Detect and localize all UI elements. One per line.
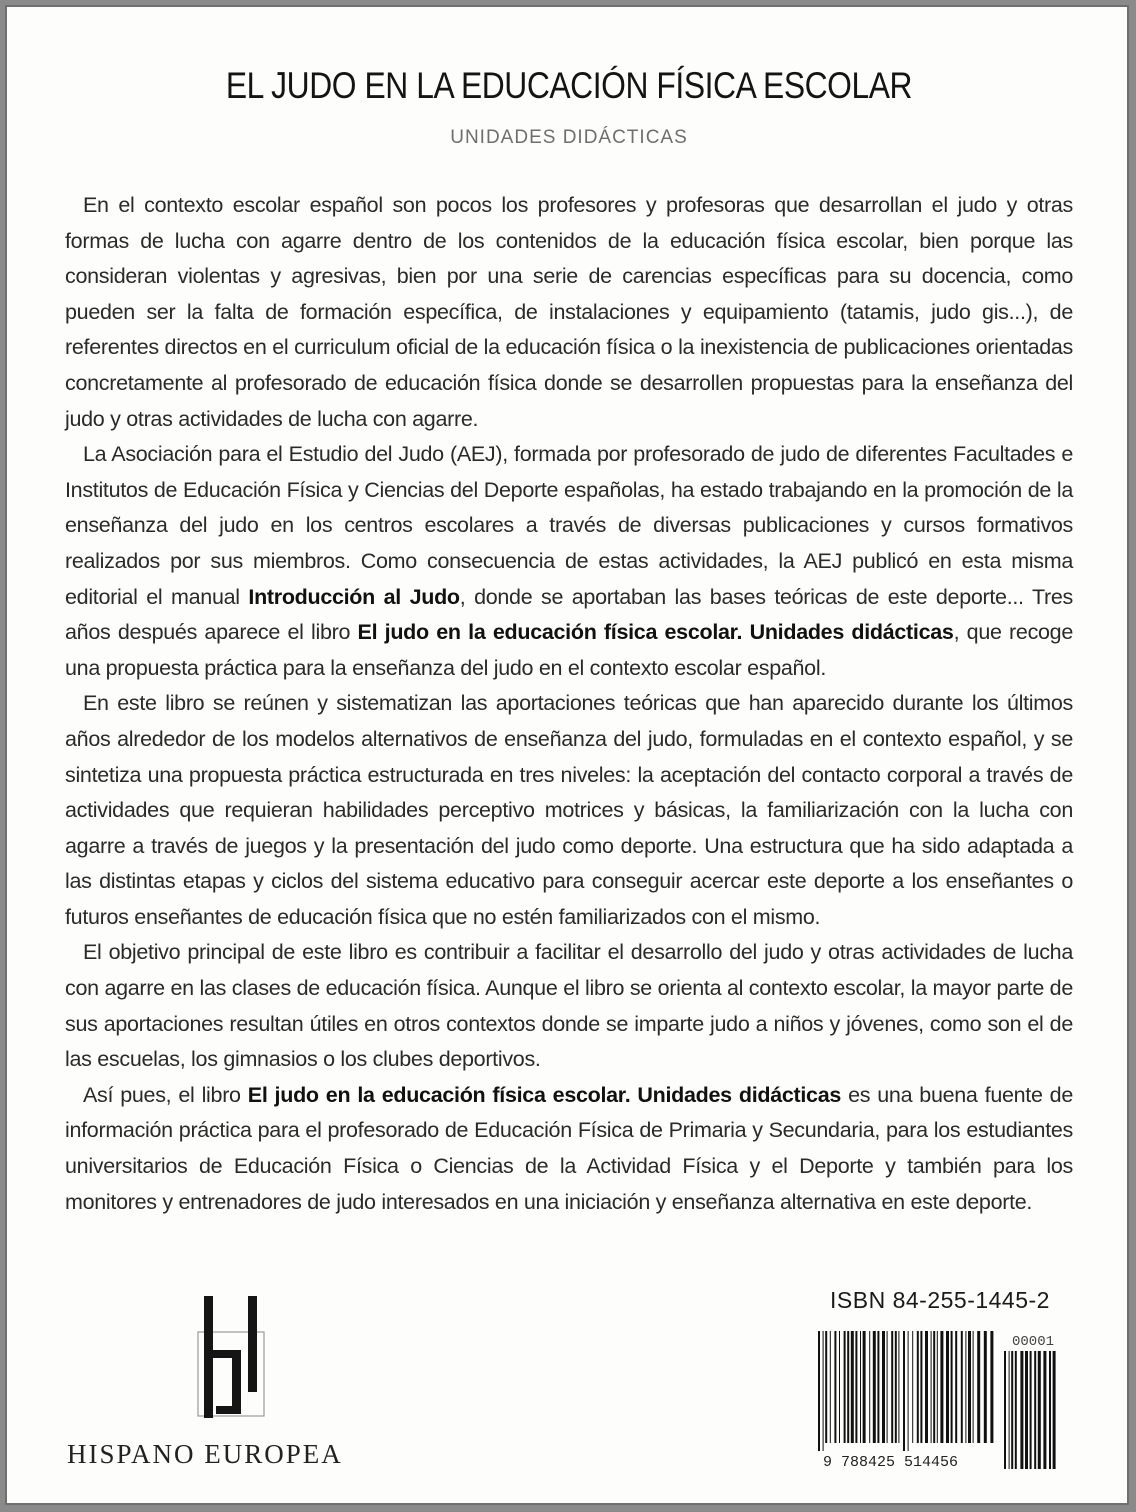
publisher-logo-icon xyxy=(192,1292,270,1422)
barcode-bar xyxy=(823,1331,824,1451)
barcode-bar xyxy=(912,1331,913,1443)
paragraph-2 xyxy=(65,437,1073,686)
book-reference-title-2: El judo en la educación física escolar. Unidades didácticas xyxy=(247,1082,842,1107)
barcode-bar xyxy=(834,1331,836,1443)
barcode-bar xyxy=(1009,1351,1010,1469)
paragraph-5-text-c: es una buena fuente de información práctica para el profesorado de Educación Física de Primaria y Secundaria, para los estudiantes universitarios de Educación Física o Ciencias de la Actividad Física y el Deporte y también para los monitores y entrenadores de judo interesados en una iniciación y enseñanza alternativa en este deporte. xyxy=(65,1082,1073,1214)
barcode-bar xyxy=(830,1331,831,1443)
paragraph-2-text-e: , que recoge una propuesta práctica para la enseñanza del judo en el contexto escolar español. xyxy=(65,620,1073,680)
barcode-bar xyxy=(847,1331,849,1443)
barcode-bar xyxy=(977,1331,980,1443)
barcode-bar xyxy=(818,1331,820,1451)
book-reference-title: El judo en la educación física escolar. Unidades didácticas xyxy=(357,620,954,645)
barcode-bar xyxy=(965,1331,966,1443)
barcode-bar xyxy=(1034,1351,1036,1469)
barcode-bar xyxy=(973,1331,974,1443)
barcode-bar xyxy=(1020,1351,1023,1469)
barcode-bar xyxy=(961,1331,963,1443)
barcode-bar xyxy=(1015,1351,1017,1469)
paragraph-1: En el contexto escolar español son pocos los profesores y profesoras que desarrollan el judo y otras formas de lucha con agarre dentro de los contenidos de la educación física escolar, bien porque las consideran violentas y agresivas, bien por una serie de carencias específicas para su docencia, como pueden ser la falta de formación específica, de instalaciones y equipamiento (tatamis, judo gis...), de referentes directos en el curriculum oficial de la educación física o la inexistencia de publicaciones orientadas concretamente al profesorado de educación física donde se desarrollen propuestas para la enseñanza del judo y otras actividades de lucha con agarre. xyxy=(65,193,1073,431)
paragraph-3: En este libro se reúnen y sistematizan las aportaciones teóricas que han aparecido durante los últimos años alrededor de los modelos alternativos de enseñanza del judo, formuladas en el contexto español, y se sintetiza una propuesta práctica estructurada en tres niveles: la aceptación del contacto corporal a través de actividades que requieran habilidades perceptivo motrices y básicas, la familiarización con la lucha con agarre a través de juegos y la presentación del judo como deporte. Una estructura que ha sido adaptada a las distintas etapas y ciclos del sistema educativo para conseguir acercar este deporte a los enseñantes o futuros enseñantes de educación física que no estén familiarizados con el mismo. xyxy=(65,691,1073,929)
barcode-bar xyxy=(1025,1351,1028,1469)
paragraph-5-text-a: Así pues, el libro xyxy=(83,1082,248,1107)
barcode-bar xyxy=(887,1331,888,1443)
barcode-bar xyxy=(940,1331,943,1443)
barcode-bar xyxy=(873,1331,876,1443)
book-reference-intro: Introducción al Judo xyxy=(248,584,460,609)
barcode-bar xyxy=(895,1331,897,1443)
isbn-number: ISBN 84-255-1445-2 xyxy=(830,1287,1050,1313)
barcode-bar xyxy=(869,1331,870,1443)
barcode-bar xyxy=(1038,1351,1041,1469)
barcode-bar xyxy=(891,1331,893,1443)
barcode-bar xyxy=(898,1331,899,1443)
barcode-bar xyxy=(1049,1351,1051,1469)
barcode-bar xyxy=(925,1331,928,1443)
barcode-bar xyxy=(933,1331,935,1443)
paragraph-4: El objetivo principal de este libro es contribuir a facilitar el desarrollo del judo y otras actividades de lucha con agarre en las clases de educación física. Aunque el libro se orienta al contexto escolar, la mayor parte de sus aportaciones resultan útiles en otros contextos donde se imparte judo a niños y jóvenes, como son el de las escuelas, los gimnasios o los clubes deportivos. xyxy=(65,940,1073,1072)
barcode-bar xyxy=(990,1331,993,1443)
paragraph-2-text-a: La Asociación para el Estudio del Judo (AEJ), formada por profesorado de judo de diferentes Facultades e Institutos de Educación Física y Ciencias del Deporte españolas, ha estado trabajando en la promoción de la enseñanza del judo en los centros escolares a través de diversas publicaciones y cursos formativos realizados por sus miembros. Como consecuencia de estas actividades, la AEJ publicó en esta misma editorial el manual xyxy=(65,442,1073,609)
barcode-bar xyxy=(903,1331,905,1451)
barcode-bar xyxy=(855,1331,857,1443)
barcode-bar xyxy=(825,1331,827,1443)
barcode-bar xyxy=(1004,1351,1006,1469)
barcode-bar xyxy=(955,1331,957,1443)
barcode-bar xyxy=(1011,1351,1013,1469)
barcode-bar xyxy=(917,1331,919,1443)
barcode-bar xyxy=(1030,1351,1032,1469)
barcode-bar xyxy=(839,1331,840,1443)
barcode-bar xyxy=(1043,1351,1046,1469)
publisher-name: HISPANO EUROPEA xyxy=(67,1439,343,1469)
barcode-bar xyxy=(968,1331,971,1443)
barcode-bar xyxy=(877,1331,879,1443)
barcode-bar xyxy=(946,1331,949,1443)
barcode-bar xyxy=(863,1331,866,1443)
barcode-bar xyxy=(951,1331,953,1443)
barcode-bar xyxy=(851,1331,854,1443)
barcode-bar xyxy=(860,1331,861,1443)
barcode-bar xyxy=(1053,1351,1056,1469)
ean-digits: 9 788425 514456 xyxy=(823,1454,959,1471)
book-subtitle: UNIDADES DIDÁCTICAS xyxy=(450,127,688,148)
barcode-bar xyxy=(844,1331,846,1443)
barcode-bar xyxy=(920,1331,922,1443)
paragraph-2-text-c: , donde se aportaban las bases teóricas de este deporte... Tres años después aparece el libro xyxy=(65,584,1073,645)
blurb-text xyxy=(65,188,1073,1220)
barcode-bar xyxy=(937,1331,938,1443)
addon-digits: 00001 xyxy=(1012,1334,1055,1350)
book-title: EL JUDO EN LA EDUCACIÓN FÍSICA ESCOLAR xyxy=(225,65,913,106)
barcode-bar xyxy=(931,1331,932,1443)
barcode-bar xyxy=(984,1331,987,1443)
paragraph-5 xyxy=(65,1078,1073,1220)
book-back-cover xyxy=(5,5,1129,1505)
barcode-bar xyxy=(908,1331,909,1451)
barcode-bar xyxy=(882,1331,885,1443)
